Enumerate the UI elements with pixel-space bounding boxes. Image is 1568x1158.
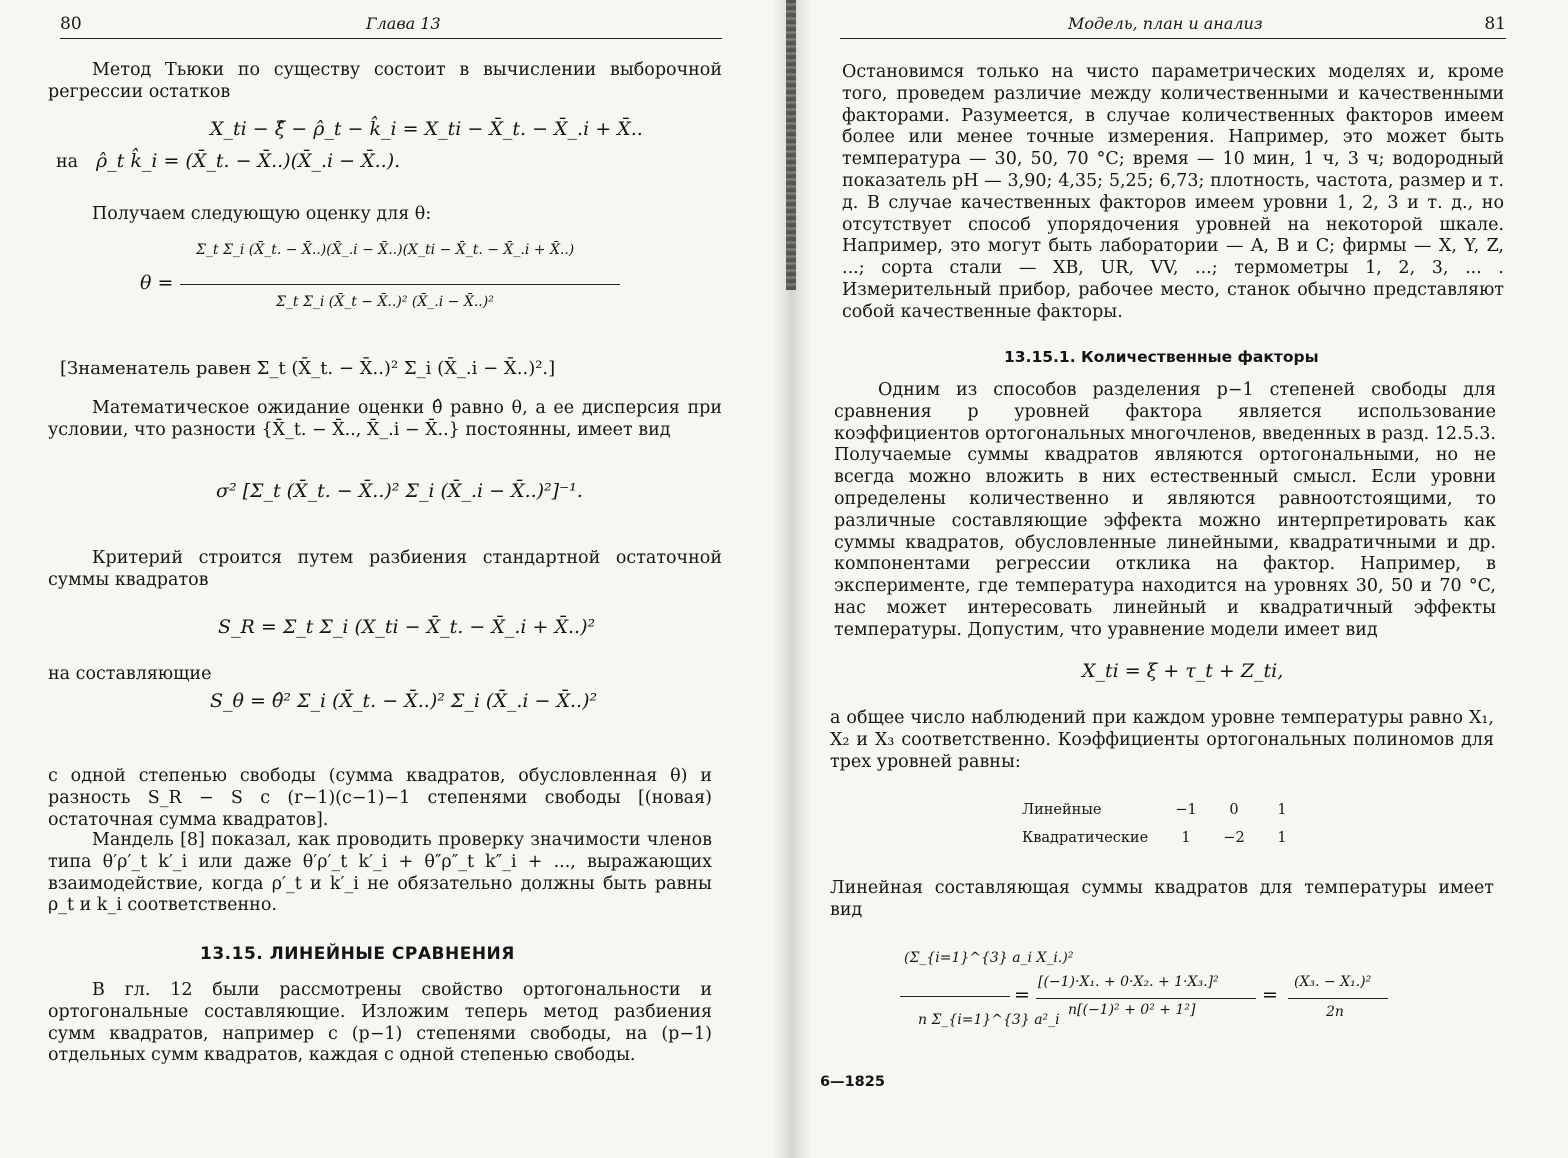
variance-formula: σ² [Σ_t (X̄_t. − X̄..)² Σ_i (X̄_.i − X̄..)²]⁻¹. xyxy=(216,480,583,502)
orthogonal-coefficients-table xyxy=(1022,796,1306,852)
row-label: Линейные xyxy=(1022,802,1102,818)
s-theta-formula: S_θ = θ̂² Σ_i (X̄_t. − X̄..)² Σ_i (X̄_.i − X̄..)² xyxy=(210,690,598,712)
cell-value: 1 xyxy=(1277,830,1287,846)
left-running-head xyxy=(60,12,722,39)
model-equation: X_ti = ξ + τ_t + Z_ti, xyxy=(1082,660,1284,682)
left-paragraph-2: Получаем следующую оценку для θ: xyxy=(92,204,432,224)
right-running-head xyxy=(840,12,1506,39)
equals-sign-2: = xyxy=(1262,984,1278,1006)
cell-value: 0 xyxy=(1229,802,1239,818)
denominator-note: [Знаменатель равен Σ_t (X̄_t. − X̄..)² Σ_i (X̄_.i − X̄..)².] xyxy=(60,358,556,379)
equals-sign-1: = xyxy=(1014,984,1030,1006)
subsection-heading-quantitative: 13.15.1. Количественные факторы xyxy=(1004,348,1319,366)
result-bar xyxy=(1288,998,1388,999)
cell-value: −2 xyxy=(1223,830,1245,846)
right-paragraph-1: Остановимся только на чисто параметрических моделях и, кроме того, проведем различие между количественными и качественными факторами. Разумеется, в случае количественных факторов имеем более или менее точные измерения. Например, это может быть температура — 30, 50, 70 °C; время — 10 мин, 1 ч, 3 ч; водородный показатель pH — 3,90; 4,35; 5,25; 6,73; плотность, частота, размер и т. д. В случае качественных факторов имеем уровни 1, 2, 3 и т. д., но отсутствует способ упорядочения уровней на некоторой шкале. Например, это могут быть лаборатории — A, B и C; фирмы — X, Y, Z, ...; сорта стали — XB, UR, VV, ...; термометры 1, 2, 3, ... . Измерительный прибор, рабочее место, станок обычно представляют собой качественные факторы. xyxy=(842,62,1504,322)
left-paragraph-4: Критерий строится путем разбиения стандартной остаточной суммы квадратов xyxy=(48,548,722,590)
theta-denominator: Σ_t Σ_i (X̄_t − X̄..)² (X̄_.i − X̄..)² xyxy=(276,294,494,310)
theta-numerator: Σ_t Σ_i (X̄_t. − X̄..)(X̄_.i − X̄..)(X_ti − X̄_t. − X̄_.i + X̄..) xyxy=(196,242,575,258)
expanded-denominator: n[(−1)² + 0² + 1²] xyxy=(1068,1002,1196,1018)
cell-value: −1 xyxy=(1175,802,1197,818)
left-paragraph-1: Метод Тьюки по существу состоит в вычислении выборочной регрессии остатков xyxy=(48,60,722,102)
components-label: на составляющие xyxy=(48,664,212,684)
cell-value: 1 xyxy=(1277,802,1287,818)
right-page xyxy=(800,0,1568,1158)
spine-binding-mark xyxy=(786,0,796,290)
sum-sq-bar xyxy=(900,996,1010,997)
table-row xyxy=(1022,824,1306,852)
theta-fraction-bar xyxy=(180,284,620,285)
sum-sq-numerator: (Σ_{i=1}^{3} a_i X_i.)² xyxy=(904,950,1074,966)
right-chapter-title: Модель, план и анализ xyxy=(1068,14,1263,33)
right-page-number: 81 xyxy=(1484,14,1506,34)
table-row xyxy=(1022,796,1306,824)
left-paragraph-7: В гл. 12 были рассмотрены свойство ортогональности и ортогональные составляющие. Изложим теперь метод разбиения сумм квадратов, например с (p−1) степенями свободы, на (p−1) отдельных сумм квадратов, каждая с одной степенью свободы. xyxy=(48,980,712,1066)
left-formula-regression: ρ̂_t k̂_i = (X̄_t. − X̄..)(X̄_.i − X̄..). xyxy=(96,150,401,172)
row-label: Квадратические xyxy=(1022,830,1149,846)
left-formula-label-na: на xyxy=(56,152,79,172)
left-page xyxy=(0,0,770,1158)
result-denominator: 2n xyxy=(1326,1004,1344,1020)
sr-formula: S_R = Σ_t Σ_i (X_ti − X̄_t. − X̄_.i + X̄..)² xyxy=(218,616,596,638)
left-paragraph-3: Математическое ожидание оценки θ̂ равно θ, а ее дисперсия при условии, что разности {X̄_t. − X̄.., X̄_.i − X̄..} постоянны, имеет вид xyxy=(48,398,722,440)
sum-sq-denominator: n Σ_{i=1}^{3} a²_i xyxy=(918,1012,1060,1028)
left-paragraph-6: Мандель [8] показал, как проводить проверку значимости членов типа θ′ρ′_t k′_i или даже θ′ρ′_t k′_i + θ″ρ″_t k″_i + ..., выражающих взаимодействие, когда ρ′_t и k′_i не обязательно должны быть равны ρ_t и k_i соответственно. xyxy=(48,830,712,916)
left-page-number: 80 xyxy=(60,14,82,34)
theta-lhs: θ = xyxy=(140,272,174,294)
expanded-bar xyxy=(1036,998,1256,999)
right-paragraph-4: Линейная составляющая суммы квадратов для температуры имеет вид xyxy=(830,878,1494,920)
left-chapter-title: Глава 13 xyxy=(366,14,441,33)
printer-signature: 6—1825 xyxy=(820,1074,885,1090)
right-paragraph-2: Одним из способов разделения p−1 степеней свободы для сравнения p уровней фактора является использование коэффициентов ортогональных многочленов, введенных в разд. 12.5.3. Получаемые суммы квадратов являются ортогональными, но не всегда можно вложить в них естественный смысл. Если уровни определены количественно и являются равноотстоящими, то различные составляющие эффекта можно интерпретировать как суммы квадратов, обусловленные линейными, квадратичными и др. компонентами регрессии отклика на фактор. Например, в эксперименте, где температура находится на уровнях 30, 50 и 70 °C, нас может интересовать линейный и квадратичный эффекты температуры. Допустим, что уравнение модели имеет вид xyxy=(834,380,1496,640)
section-heading-linear-comparisons: 13.15. ЛИНЕЙНЫЕ СРАВНЕНИЯ xyxy=(200,944,515,964)
cell-value: 1 xyxy=(1181,830,1191,846)
left-formula-residuals: X_ti − ξ̂ − ρ̂_t − k̂_i = X_ti − X̄_t. − X̄_.i + X̄.. xyxy=(210,118,643,140)
result-numerator: (X₃. − X₁.)² xyxy=(1294,974,1372,990)
expanded-numerator: [(−1)·X₁. + 0·X₂. + 1·X₃.]² xyxy=(1038,974,1219,990)
right-paragraph-3: а общее число наблюдений при каждом уровне температуры равно X₁, X₂ и X₃ соответственно. Коэффициенты ортогональных полиномов для трех уровней равны: xyxy=(830,708,1494,772)
left-paragraph-5: с одной степенью свободы (сумма квадратов, обусловленная θ) и разность S_R − S с (r−1)(c−1)−1 степенями свободы [(новая) остаточная сумма квадратов]. xyxy=(48,766,712,830)
